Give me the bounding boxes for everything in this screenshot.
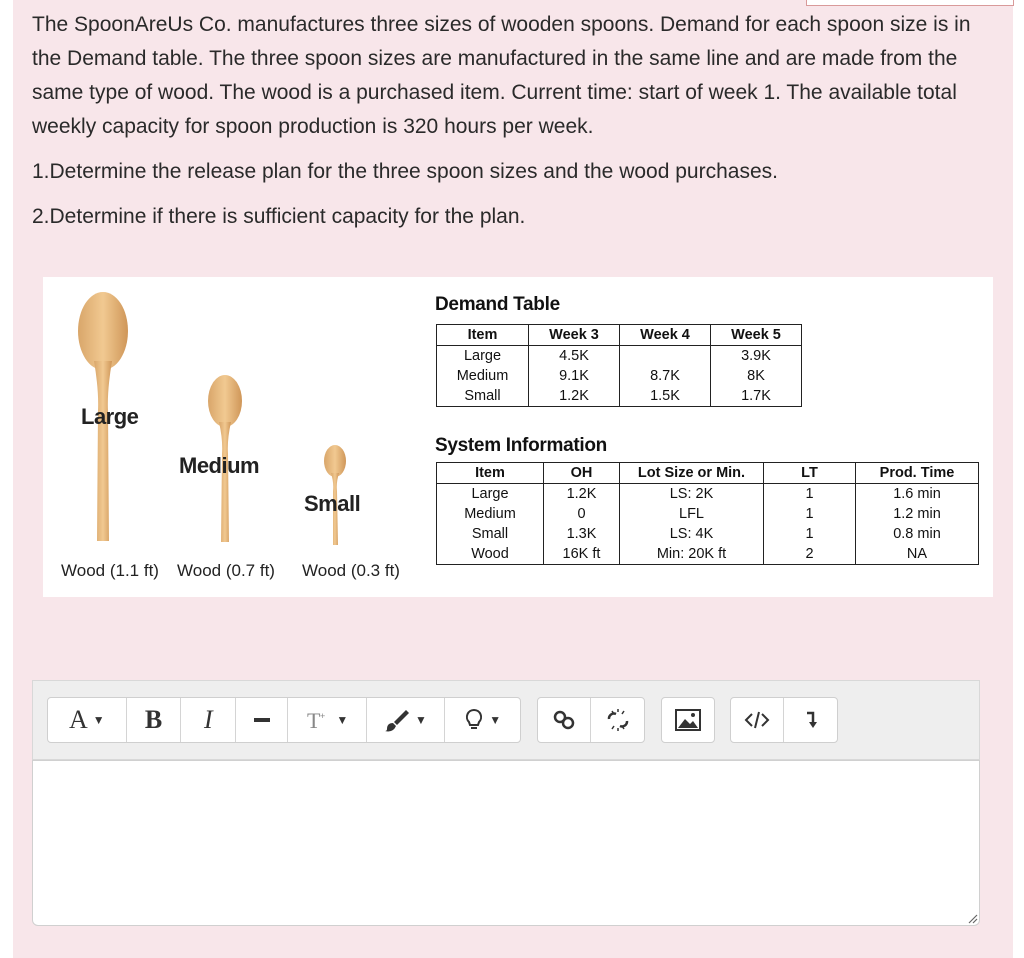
image-button[interactable] [662,698,714,742]
bold-icon: B [144,705,163,734]
table-cell: 1.2K [529,386,620,407]
chevron-down-icon: ▼ [92,712,105,727]
table-cell [620,346,711,367]
table-cell: 1.6 min [856,484,979,505]
table-cell: 9.1K [529,366,620,386]
font-icon: A [69,705,88,734]
image-button-group [661,697,715,743]
chevron-down-icon: ▼ [336,713,349,727]
system-table-title: System Information [435,435,607,456]
table-cell: 16K ft [544,544,620,565]
table-cell: 1.5K [620,386,711,407]
column-header: Item [437,463,544,484]
question-2: 2.Determine if there is sufficient capacity for the plan. [32,205,526,228]
svg-text:T: T [307,708,321,733]
brush-button[interactable] [367,698,446,742]
wood-large-label: Wood (1.1 ft) [61,561,159,580]
question-text [32,8,982,234]
table-cell: 3.9K [711,346,802,367]
link-button[interactable] [538,698,591,742]
italic-icon: I [203,705,213,734]
editor-toolbar [32,680,980,760]
table-cell: Small [437,524,544,544]
column-header: Item [437,325,529,346]
problem-statement: The SpoonAreUs Co. manufactures three sizes of wooden spoons. Demand for each spoon size is in the Demand table. The three spoon sizes are manufactured in the same line and are made from the same type of wood. The wood is a purchased item. Current time: start of week 1. The available total weekly capacity for spoon production is 320 hours per week. [32,13,971,138]
table-cell: Min: 20K ft [620,544,764,565]
more-icon [803,709,819,731]
table-cell: Large [437,484,544,505]
link-button-group [537,697,645,743]
list-icon [252,710,272,730]
large-label: Large [81,404,139,429]
table-cell: 1.2K [544,484,620,505]
unlink-icon [605,707,631,733]
table-cell: 4.5K [529,346,620,367]
column-header: Lot Size or Min. [620,463,764,484]
table-row [437,386,802,407]
problem-figure [43,277,993,597]
small-label: Small [304,491,361,516]
bold-button[interactable] [127,698,182,742]
demand-table-title: Demand Table [435,294,560,315]
table-cell: 8.7K [620,366,711,386]
demand-table-header [437,325,802,346]
brush-icon [384,708,410,732]
unlink-button[interactable] [591,698,644,742]
code-button-group [730,697,838,743]
table-cell: NA [856,544,979,565]
table-cell: LFL [620,504,764,524]
table-cell: 0.8 min [856,524,979,544]
table-cell: 8K [711,366,802,386]
resize-handle-icon[interactable] [966,912,978,924]
column-header: Week 3 [529,325,620,346]
text-style-icon [305,707,331,733]
column-header: LT [764,463,856,484]
table-cell: 1 [764,484,856,505]
table-cell: 1.2 min [856,504,979,524]
table-cell: Small [437,386,529,407]
lightbulb-icon [464,708,484,732]
table-row [437,544,979,565]
table-cell: 1 [764,504,856,524]
link-icon [552,708,576,732]
table-cell: Medium [437,504,544,524]
code-button[interactable] [731,698,784,742]
table-cell: Large [437,346,529,367]
table-cell: 1.3K [544,524,620,544]
answer-editor[interactable] [32,760,980,926]
wood-medium-label: Wood (0.7 ft) [177,561,275,580]
svg-text:+: + [320,711,326,721]
table-cell: 1 [764,524,856,544]
demand-table [436,324,802,407]
table-row [437,504,979,524]
table-cell: Wood [437,544,544,565]
table-row [437,484,979,505]
chevron-down-icon: ▼ [415,713,427,727]
code-icon [744,710,770,730]
image-icon [675,709,701,731]
column-header: Week 4 [620,325,711,346]
table-cell: LS: 2K [620,484,764,505]
table-row [437,346,802,367]
format-button-group [47,697,521,743]
italic-button[interactable] [181,698,236,742]
table-cell: 1.7K [711,386,802,407]
more-button[interactable] [784,698,837,742]
text-style-button[interactable] [288,698,367,742]
table-cell: 2 [764,544,856,565]
lightbulb-button[interactable] [445,698,520,742]
font-menu-button[interactable] [48,698,127,742]
column-header: Prod. Time [856,463,979,484]
table-cell: LS: 4K [620,524,764,544]
table-cell: 0 [544,504,620,524]
chevron-down-icon: ▼ [489,713,502,727]
medium-label: Medium [179,453,260,478]
wood-small-label: Wood (0.3 ft) [302,561,400,580]
table-row [437,524,979,544]
column-header: OH [544,463,620,484]
system-table [436,462,979,565]
corner-decoration [806,0,1014,6]
system-table-header [437,463,979,484]
question-1: 1.Determine the release plan for the three spoon sizes and the wood purchases. [32,160,778,183]
table-row [437,366,802,386]
table-cell: Medium [437,366,529,386]
list-button[interactable] [236,698,288,742]
column-header: Week 5 [711,325,802,346]
